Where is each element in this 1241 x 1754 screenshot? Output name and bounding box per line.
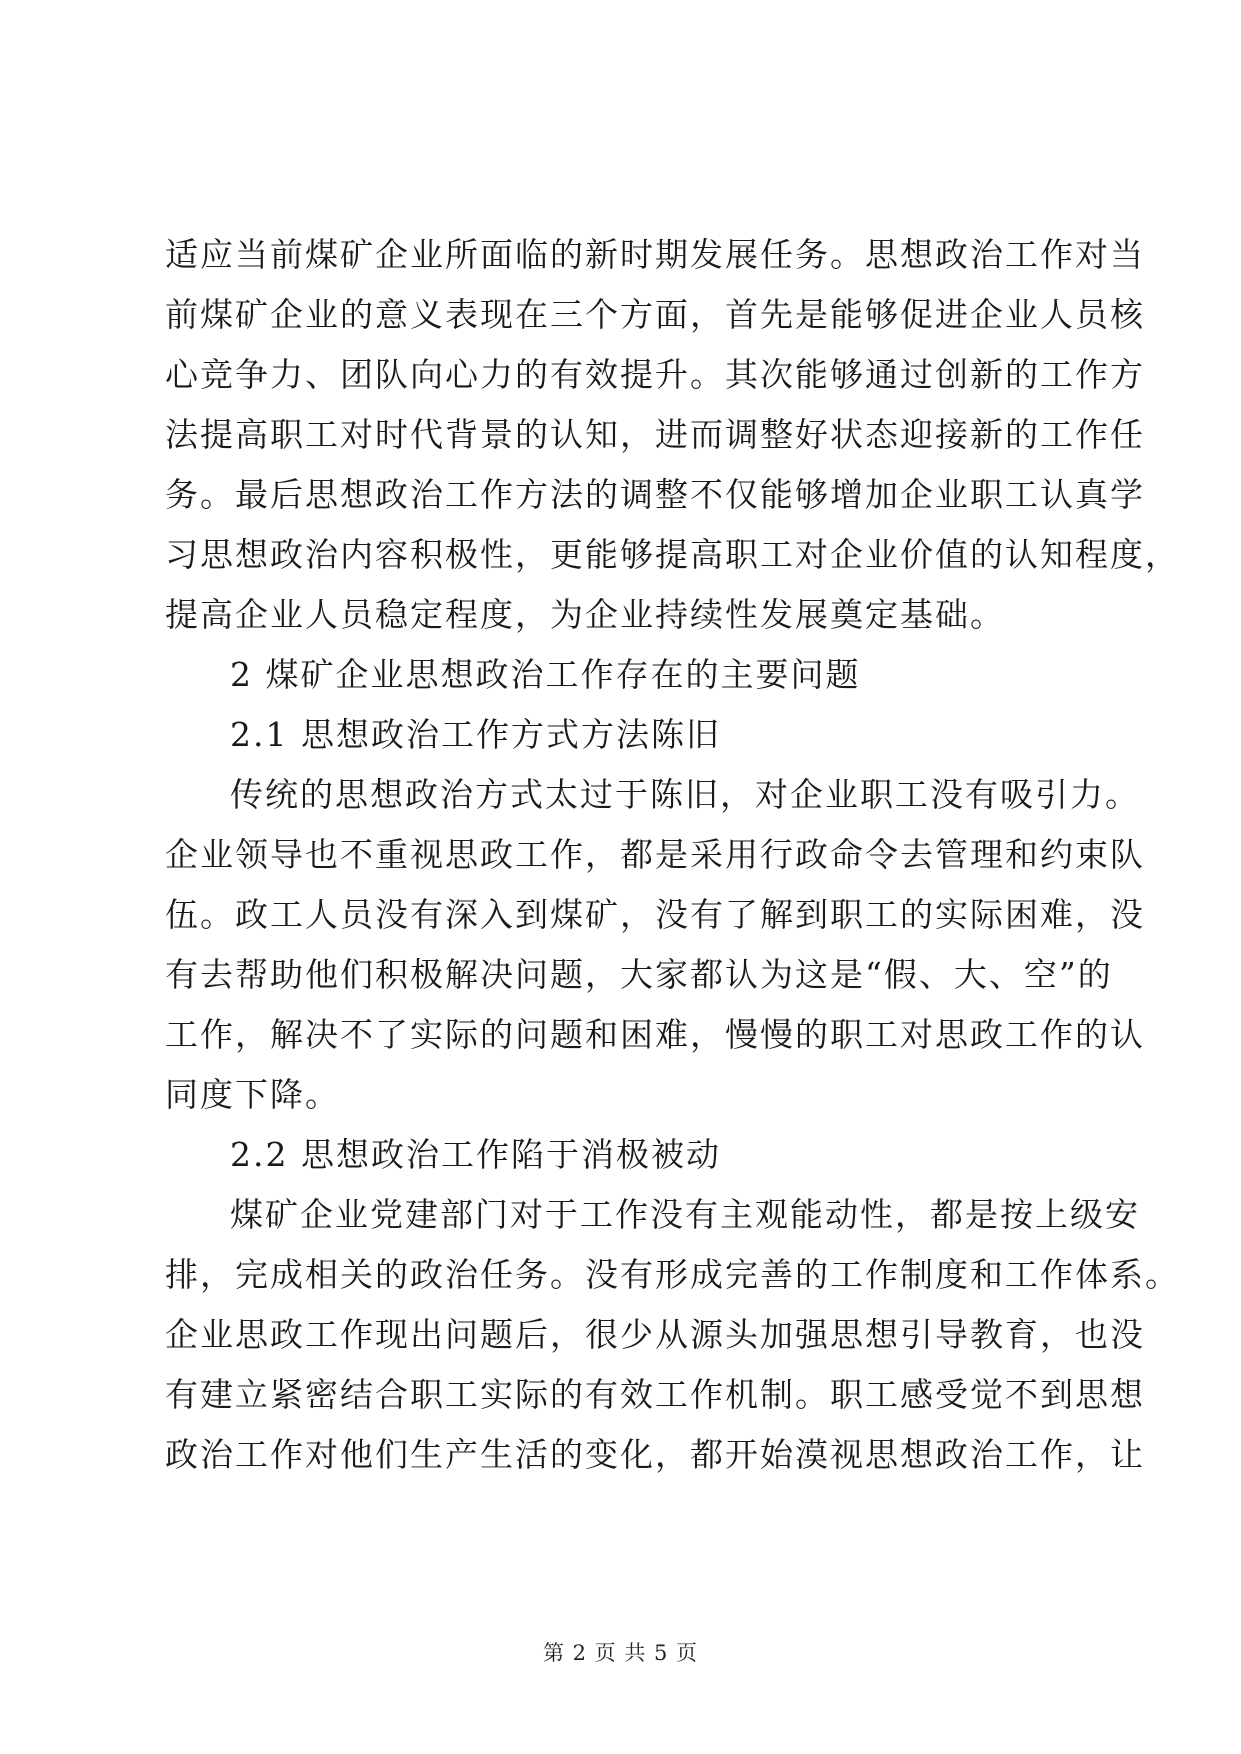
subsection-heading: 2.1 思想政治工作方式方法陈旧 xyxy=(230,715,721,754)
text-line: 务。最后思想政治工作方法的调整不仅能够增加企业职工认真学 xyxy=(165,475,1145,514)
text-line: 习思想政治内容积极性，更能够提高职工对企业价值的认知程度， xyxy=(165,535,1180,574)
text-line: 企业思政工作现出问题后，很少从源头加强思想引导教育，也没 xyxy=(165,1315,1145,1354)
text-line: 工作，解决不了实际的问题和困难，慢慢的职工对思政工作的认 xyxy=(165,1015,1145,1054)
text-line: 企业领导也不重视思政工作，都是采用行政命令去管理和约束队 xyxy=(165,835,1145,874)
text-line: 煤矿企业党建部门对于工作没有主观能动性，都是按上级安 xyxy=(230,1195,1140,1234)
subsection-heading: 2.2 思想政治工作陷于消极被动 xyxy=(230,1135,721,1174)
page-number-footer: 第 2 页 共 5 页 xyxy=(542,1641,699,1665)
text-line: 心竞争力、团队向心力的有效提升。其次能够通过创新的工作方 xyxy=(165,355,1145,394)
text-line: 传统的思想政治方式太过于陈旧，对企业职工没有吸引力。 xyxy=(230,775,1140,814)
text-line: 有建立紧密结合职工实际的有效工作机制。职工感受觉不到思想 xyxy=(165,1375,1145,1414)
text-line: 法提高职工对时代背景的认知，进而调整好状态迎接新的工作任 xyxy=(165,415,1145,454)
text-line: 适应当前煤矿企业所面临的新时期发展任务。思想政治工作对当 xyxy=(165,235,1145,274)
text-line: 提高企业人员稳定程度，为企业持续性发展奠定基础。 xyxy=(165,595,1005,634)
section-heading: 2 煤矿企业思想政治工作存在的主要问题 xyxy=(230,655,861,694)
text-line: 伍。政工人员没有深入到煤矿，没有了解到职工的实际困难，没 xyxy=(165,895,1145,934)
body-text xyxy=(165,225,1180,1485)
text-line: 政治工作对他们生产生活的变化，都开始漠视思想政治工作，让 xyxy=(165,1435,1145,1474)
text-line: 排，完成相关的政治任务。没有形成完善的工作制度和工作体系。 xyxy=(165,1255,1180,1294)
text-line: 同度下降。 xyxy=(165,1075,340,1114)
text-line: 有去帮助他们积极解决问题，大家都认为这是“假、大、空”的 xyxy=(165,955,1113,994)
text-line: 前煤矿企业的意义表现在三个方面，首先是能够促进企业人员核 xyxy=(165,295,1145,334)
